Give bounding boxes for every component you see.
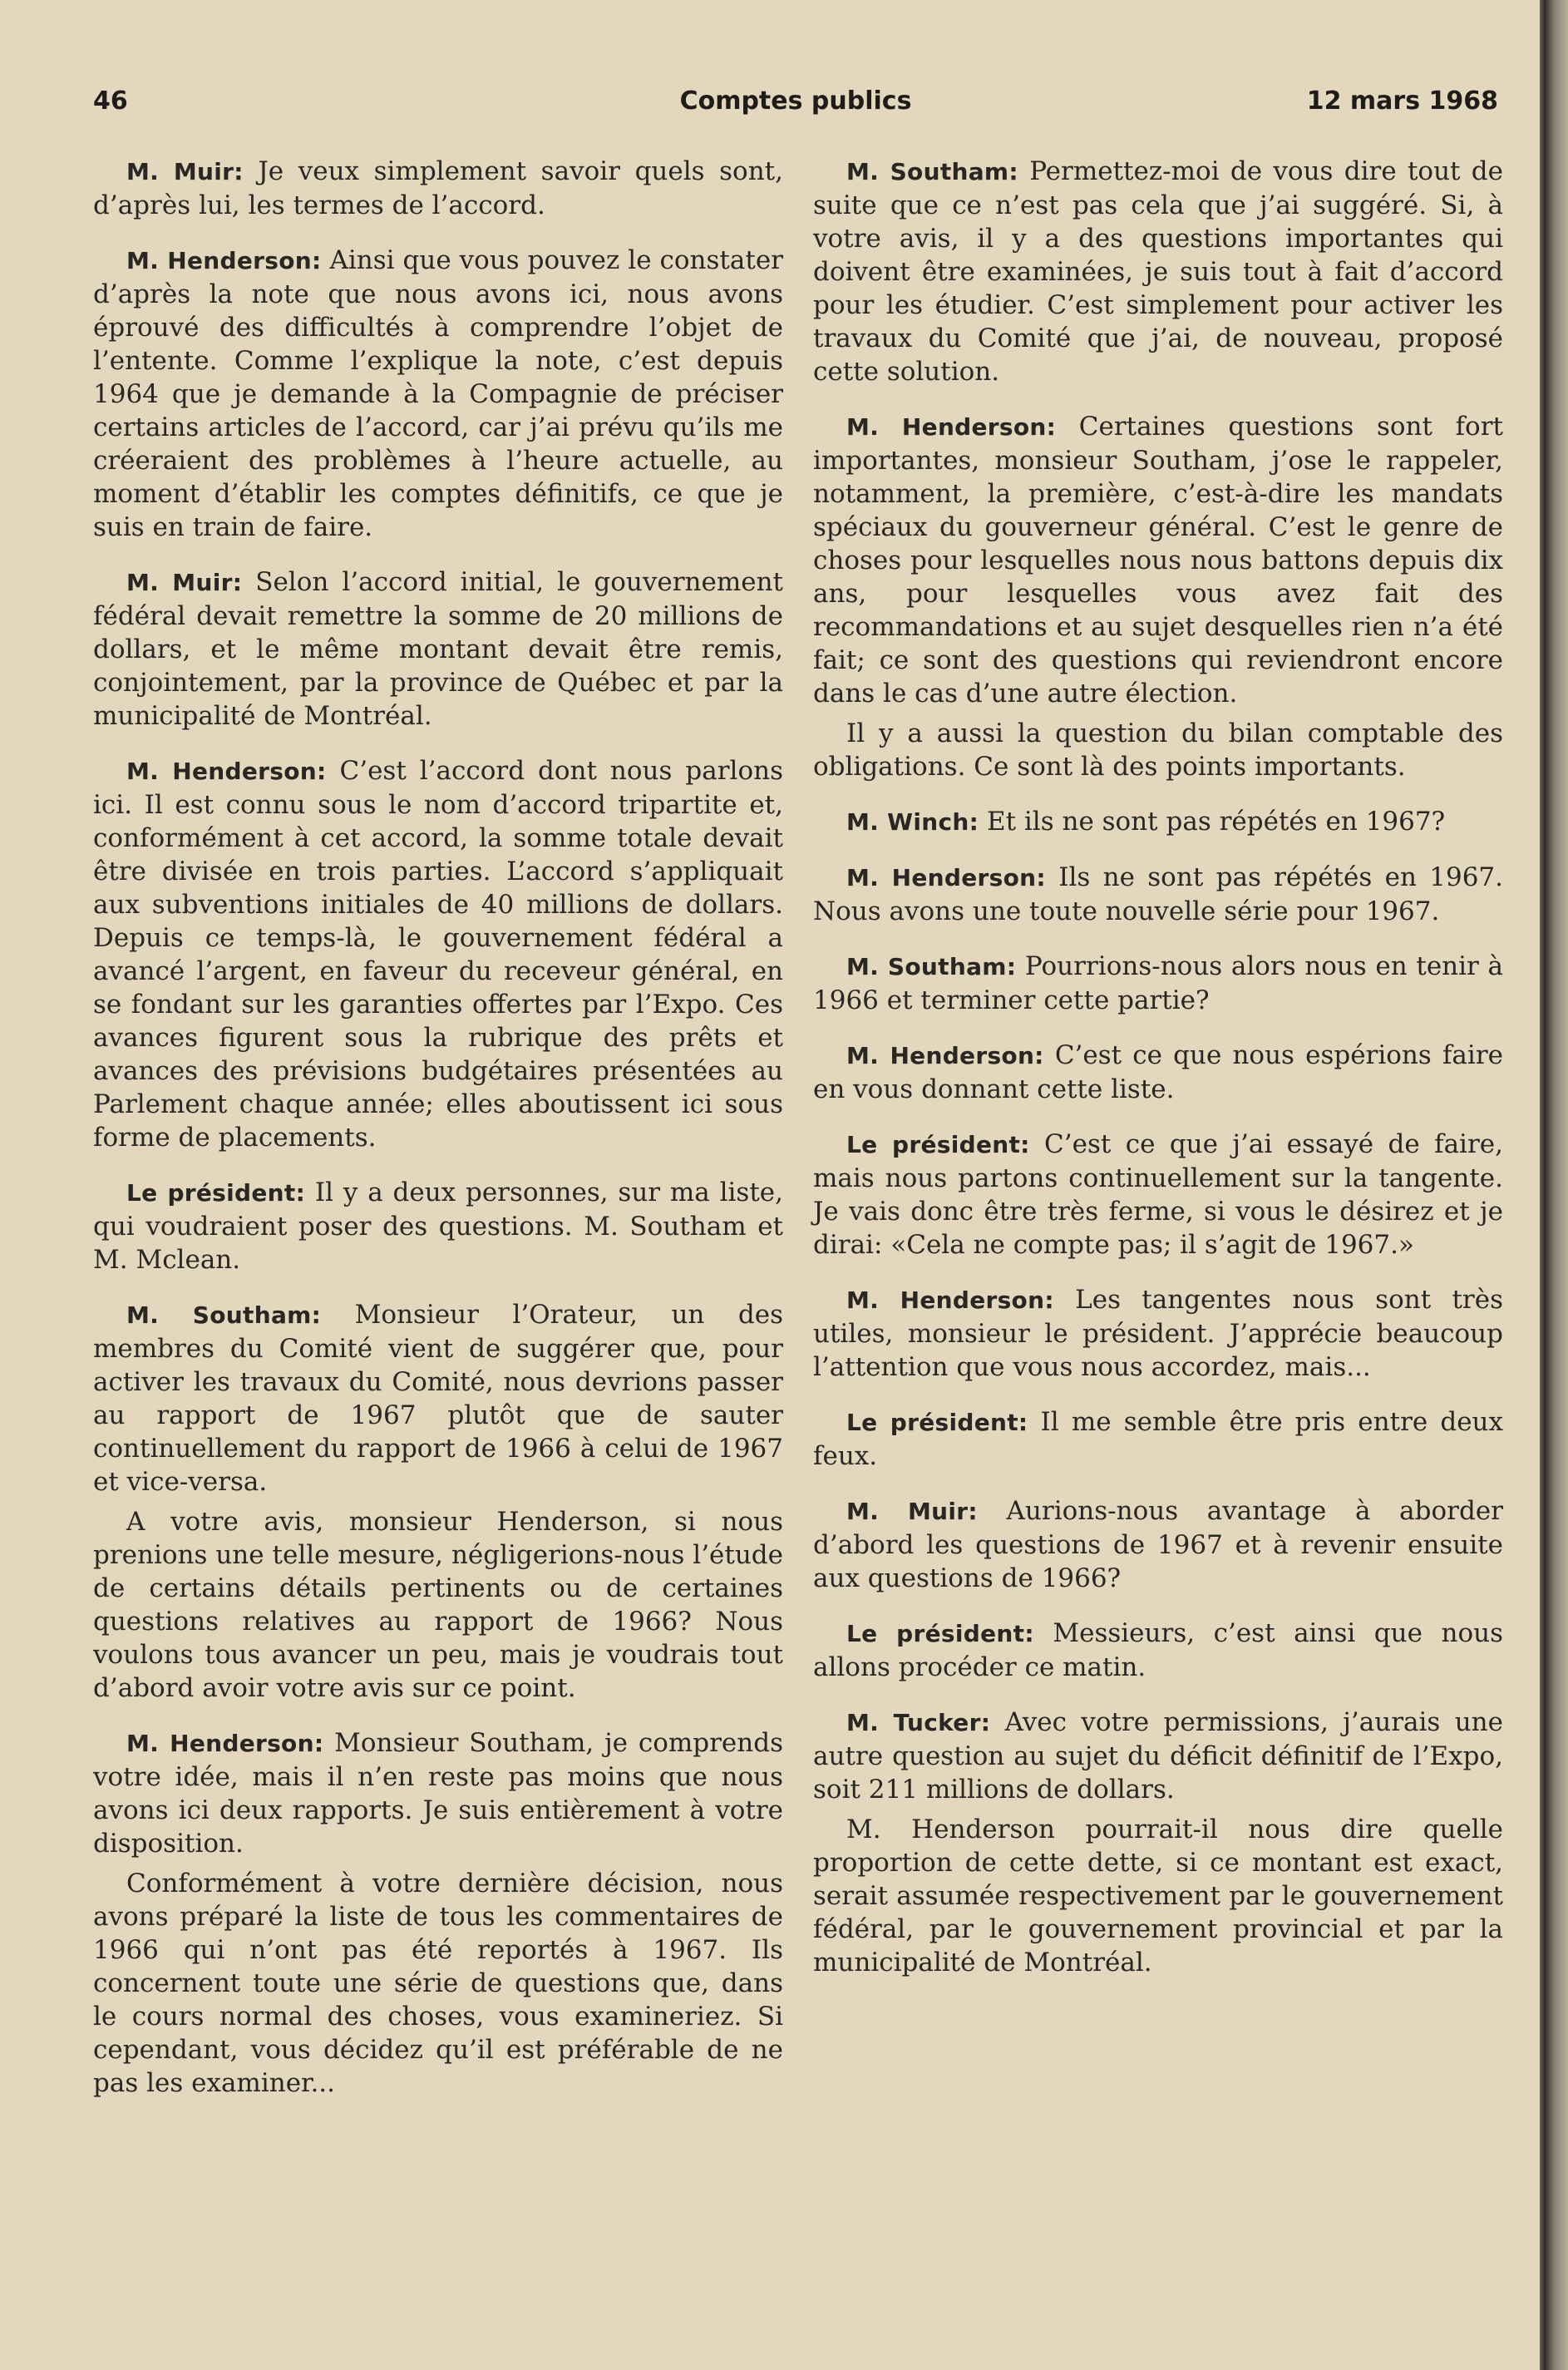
paragraph	[813, 1128, 1503, 1262]
right-column	[813, 155, 1503, 2001]
page-header	[93, 86, 1498, 128]
paragraph-text: Monsieur Southam, je comprends votre idée, mais il n’en reste pas moins que nous avons ici deux rapports. Je suis entièrement à votre disposition.	[93, 1728, 783, 1859]
speaker-name: Le président:	[846, 1620, 1034, 1647]
paragraph	[93, 155, 783, 222]
speaker-name: M. Muir:	[846, 1498, 978, 1525]
paragraph	[813, 1283, 1503, 1384]
paragraph	[93, 1176, 783, 1276]
speaker-name: Le président:	[126, 1179, 306, 1207]
speaker-name: M. Southam:	[846, 953, 1017, 980]
speaker-name: Le président:	[846, 1131, 1030, 1158]
paragraph	[93, 1505, 783, 1705]
paragraph	[93, 1867, 783, 2100]
left-column	[93, 155, 783, 2121]
speaker-name: Le président:	[846, 1409, 1028, 1436]
paragraph-text: Permettez-moi de vous dire tout de suite que ce n’est pas cela que j’ai suggéré. Si, à votre avis, il y a des questions importantes qui doivent être examinées, je suis tout à fait d’accord pour les étudier. C’est simplement pour activer les travaux du Comité que j’ai, de nouveau, proposé cette solution.	[813, 156, 1503, 387]
speaker-name: M. Henderson:	[846, 1042, 1044, 1069]
paragraph-text: Il y a deux personnes, sur ma liste, qui voudraient poser des questions. M. Southam et M. Mclean.	[93, 1178, 784, 1275]
paragraph-text: A votre avis, monsieur Henderson, si nous prenions une telle mesure, négligerions-nous l’étude de certains détails pertinents ou de certaines questions relatives au rapport de 1966? Nous voulons tous avancer un peu, mais je voudrais tout d’abord avoir votre avis sur ce point.	[93, 1507, 783, 1703]
paragraph-text: Et ils ne sont pas répétés en 1967?	[979, 807, 1446, 837]
speaker-name: M. Henderson:	[846, 1286, 1054, 1314]
speaker-name: M. Muir:	[126, 569, 243, 596]
speaker-name: M. Henderson:	[846, 864, 1046, 891]
paragraph-text: Certaines questions sont fort importantes, monsieur Southam, j’ose le rappeler, notamment, la première, c’est-à-dire les mandats spéciaux du gouverneur général. C’est le genre de choses pour lesquelles nous nous battons depuis dix ans, pour lesquelles vous avez fait des recommandations et au sujet desquelles rien n’a été fait; ce sont des questions qui reviendront encore dans le cas d’une autre élection.	[813, 412, 1503, 709]
speaker-name: M. Winch:	[846, 808, 979, 836]
page-number: 46	[93, 86, 128, 116]
paragraph-text: Messieurs, c’est ainsi que nous allons procéder ce matin.	[813, 1618, 1503, 1682]
paragraph	[93, 1298, 783, 1499]
paragraph-text: Aurions-nous avantage à aborder d’abord les questions de 1967 et à revenir ensuite aux questions de 1966?	[813, 1496, 1503, 1593]
paragraph	[813, 805, 1503, 839]
paragraph	[813, 1617, 1503, 1684]
paragraph	[93, 1726, 783, 1860]
paragraph-text: Selon l’accord initial, le gouvernement fédéral devait remettre la somme de 20 millions de dollars, et le même montant devait être remis, conjointement, par la province de Québec et par la municipalité de Montréal.	[93, 567, 783, 731]
paragraph	[813, 1813, 1503, 1979]
paragraph-text: Avec votre permissions, j’aurais une autre question au sujet du déficit définitif de l’Expo, soit 211 millions de dollars.	[813, 1707, 1503, 1805]
paragraph-text: Pourrions-nous alors nous en tenir à 1966 et terminer cette partie?	[813, 951, 1503, 1015]
paragraph	[813, 861, 1503, 928]
paragraph	[813, 1706, 1503, 1806]
paragraph	[93, 754, 783, 1154]
paragraph	[813, 1405, 1503, 1473]
speaker-name: M. Henderson:	[126, 247, 322, 274]
paragraph-text: Il y a aussi la question du bilan comptable des obligations. Ce sont là des points importants.	[813, 718, 1503, 782]
paragraph	[813, 717, 1503, 783]
paragraph	[813, 155, 1503, 388]
paragraph-text: Il me semble être pris entre deux feux.	[813, 1407, 1503, 1471]
paragraph-text: C’est l’accord dont nous parlons ici. Il est connu sous le nom d’accord tripartite et, conformément à cet accord, la somme totale devait être divisée en trois parties. L’accord s’appliquait aux subventions initiales de 40 millions de dollars. Depuis ce temps-là, le gouvernement fédéral a avancé l’argent, en faveur du receveur général, en se fondant sur les garanties offertes par l’Expo. Ces avances figurent sous la rubrique des prêts et avances des prévisions budgétaires présentées au Parlement chaque année; elles aboutissent ici sous forme de placements.	[93, 756, 784, 1153]
speaker-name: M. Tucker:	[846, 1709, 991, 1736]
paragraph	[93, 565, 783, 733]
running-title: Comptes publics	[679, 86, 912, 116]
paragraph-text: Je veux simplement savoir quels sont, d’après lui, les termes de l’accord.	[93, 156, 783, 220]
speaker-name: M. Southam:	[846, 158, 1018, 185]
speaker-name: M. Muir:	[126, 158, 244, 185]
paragraph	[93, 244, 783, 544]
paragraph-text: M. Henderson pourrait-il nous dire quelle proportion de cette dette, si ce montant est exact, serait assumée respectivement par le gouvernement fédéral, par le gouvernement provincial et par la municipalité de Montréal.	[813, 1815, 1503, 1977]
paragraph-text: Les tangentes nous sont très utiles, monsieur le président. J’apprécie beaucoup l’attention que vous nous accordez, mais...	[813, 1285, 1503, 1382]
paragraph-text: Ainsi que vous pouvez le constater d’après la note que nous avons ici, nous avons éprouvé des difficultés à comprendre l’objet de l’entente. Comme l’explique la note, c’est depuis 1964 que je demande à la Compagnie de préciser certains articles de l’accord, car j’ai prévu qu’ils me créeraient des problèmes à l’heure actuelle, au moment d’établir les comptes définitifs, ce que je suis en train de faire.	[93, 245, 783, 542]
paragraph-text: C’est ce que nous espérions faire en vous donnant cette liste.	[813, 1040, 1503, 1104]
speaker-name: M. Henderson:	[846, 413, 1057, 441]
paragraph-text: C’est ce que j’ai essayé de faire, mais nous partons continuellement sur la tangente. Je vais donc être très ferme, si vous le désirez et je dirai: «Cela ne compte pas; il s’agit de 1967.»	[813, 1129, 1503, 1260]
speaker-name: M. Henderson:	[126, 1730, 324, 1757]
paragraph-text: Conformément à votre dernière décision, nous avons préparé la liste de tous les commentaires de 1966 qui n’ont pas été reportés à 1967. Ils concernent toute une série de questions que, dans le cours normal des choses, vous examineriez. Si cependant, vous décidez qu’il est préférable de ne pas les examiner...	[93, 1869, 783, 2098]
page-date: 12 mars 1968	[1306, 86, 1498, 116]
paragraph	[813, 1039, 1503, 1106]
speaker-name: M. Henderson:	[126, 758, 327, 785]
page-binding-edge	[1540, 0, 1568, 2370]
paragraph	[813, 950, 1503, 1017]
paragraph-text: Ils ne sont pas répétés en 1967. Nous avons une toute nouvelle série pour 1967.	[813, 862, 1503, 926]
paragraph-text: Monsieur l’Orateur, un des membres du Comité vient de suggérer que, pour activer les travaux du Comité, nous devrions passer au rapport de 1967 plutôt que de sauter continuellement du rapport de 1966 à celui de 1967 et vice-versa.	[93, 1300, 783, 1497]
speaker-name: M. Southam:	[126, 1301, 322, 1329]
paragraph	[813, 410, 1503, 710]
paragraph	[813, 1494, 1503, 1595]
